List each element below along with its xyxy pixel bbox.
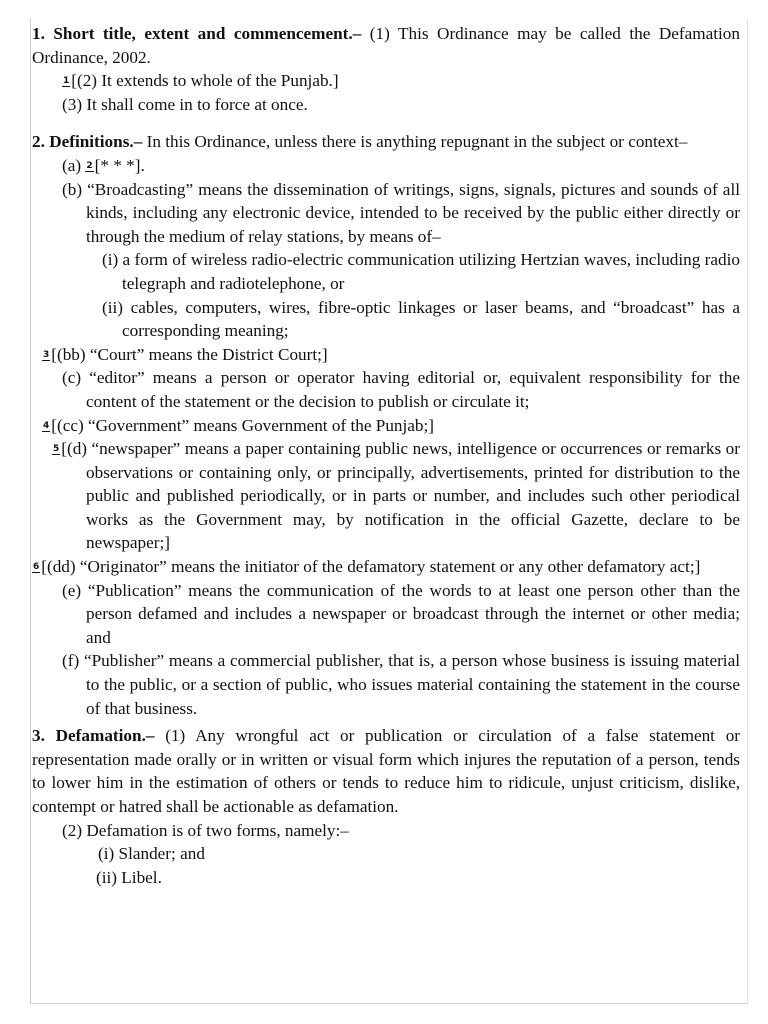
definition-bb-text: [(bb) “Court” means the District Court;] xyxy=(51,344,328,364)
definition-f xyxy=(32,649,740,720)
section-3-form-i xyxy=(32,842,740,866)
definition-f-text: (f) “Publisher” means a commercial publisher, that is, a person whose business is issuing material to the public, or a section of public, who issues material containing the statement in the course of that business. xyxy=(62,651,740,718)
section-2-intro-text: In this Ordinance, unless there is anything repugnant in the subject or context– xyxy=(146,132,688,152)
document-body xyxy=(32,22,740,889)
footnote-marker: 3 xyxy=(43,349,50,360)
section-3 xyxy=(32,724,740,889)
definition-b xyxy=(32,178,740,249)
definition-b-ii-text: (ii) cables, computers, wires, fibre-optic linkages or laser beams, and “broadcast” has a corresponding meaning; xyxy=(102,297,740,341)
section-3-form-i-text: (i) Slander; and xyxy=(98,844,205,864)
definition-c xyxy=(32,366,740,413)
definition-b-i xyxy=(32,248,740,295)
section-1-subsection-1: (1) This Ordinance may be called the Defamation Ordinance, 2002. xyxy=(32,24,740,67)
definition-a-label: (a) xyxy=(62,155,82,175)
definition-dd xyxy=(32,555,740,579)
definition-bb xyxy=(32,343,740,367)
footnote-marker: 1 xyxy=(63,76,70,87)
definition-c-text: (c) “editor” means a person or operator having editorial or, equivalent responsibility for the content of the statement or the decision to publish or circulate it; xyxy=(62,368,740,411)
section-3-heading: 3. Defamation.– xyxy=(32,726,155,746)
section-3-subsection-2-text: (2) Defamation is of two forms, namely:– xyxy=(62,820,349,840)
footnote-marker: 6 xyxy=(33,562,40,573)
section-2-intro xyxy=(32,130,740,154)
definition-dd-text: [(dd) “Originator” means the initiator of the defamatory statement or any other defamatory act;] xyxy=(41,557,701,577)
section-3-subsection-1-text: (1) Any wrongful act or publication or circulation of a false statement or representation made orally or in written or visual form which injures the reputation of a person, tends to lower him in the estimation of others or tends to reduce him to ridicule, unjust criticism, dislike, contempt or hatred shall be actionable as defamation. xyxy=(32,726,741,816)
section-2 xyxy=(32,130,740,720)
definition-e-text: (e) “Publication” means the communication of the words to at least one person other than the person defamed and includes a newspaper or broadcast through the internet or other media; and xyxy=(62,580,740,647)
definition-a xyxy=(32,154,740,178)
section-1-subsection-2 xyxy=(32,69,740,93)
definition-b-i-text: (i) a form of wireless radio-electric communication utilizing Hertzian waves, including radio telegraph and radiotelephone, or xyxy=(102,250,740,293)
section-1-heading: 1. Short title, extent and commencement.– xyxy=(32,24,362,43)
section-1-subsection-3-text: (3) It shall come in to force at once. xyxy=(62,94,308,114)
definition-d xyxy=(32,437,740,555)
definition-b-text: (b) “Broadcasting” means the dissemination of writings, signs, signals, pictures and sounds of all kinds, including any electronic device, intended to be received by the public either directly or through the medium of relay stations, by means of– xyxy=(62,179,740,246)
section-2-heading: 2. Definitions.– xyxy=(32,132,143,152)
footnote-marker: 2 xyxy=(86,160,93,171)
section-3-form-ii xyxy=(32,866,740,890)
section-3-subsection-2 xyxy=(32,819,740,843)
section-1-subsection-3 xyxy=(32,93,740,117)
footnote-marker: 5 xyxy=(53,444,60,455)
definition-cc xyxy=(32,414,740,438)
definition-a-text: [* * *]. xyxy=(94,155,145,175)
footnote-marker: 4 xyxy=(43,420,50,431)
section-1-para-1 xyxy=(32,22,740,69)
definition-e xyxy=(32,579,740,650)
definition-d-text: [(d) “newspaper” means a paper containing public news, intelligence or occurrences or remarks or observations or containing only, or principally, advertisements, printed for distribution to the public and published periodically, or in parts or number, and includes such other periodical works as the Government may, by notification in the official Gazette, declare to be newspaper;] xyxy=(61,439,740,553)
section-3-form-ii-text: (ii) Libel. xyxy=(96,867,162,887)
section-1-subsection-2-text: [(2) It extends to whole of the Punjab.] xyxy=(71,71,339,91)
section-1 xyxy=(32,22,740,116)
definition-cc-text: [(cc) “Government” means Government of the Punjab;] xyxy=(51,415,435,435)
section-3-subsection-1 xyxy=(32,724,740,818)
definition-b-ii xyxy=(32,296,740,343)
